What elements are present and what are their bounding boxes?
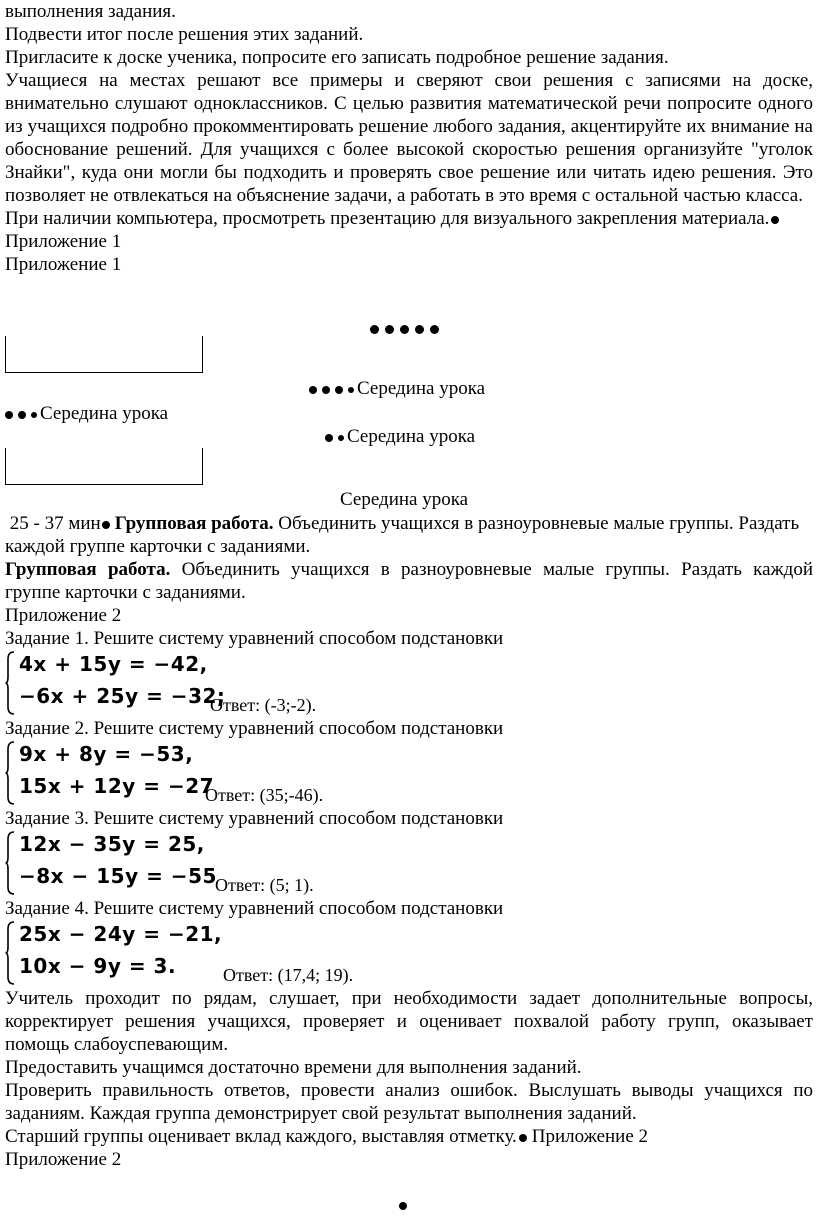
task-label: Задание 4. Решите систему уравнений способом подстановки [5, 898, 504, 919]
group-title: Групповая работа. [114, 513, 274, 534]
bullet-icon [325, 434, 333, 442]
bullet-icon [335, 386, 343, 394]
empty-box [5, 448, 203, 485]
equation: 25x − 24y = −21, [19, 922, 223, 946]
task-label: Задание 1. Решите систему уравнений способом подстановки [5, 628, 504, 649]
equation: 12x − 35y = 25, [19, 832, 205, 856]
answer: Ответ: (35;-46). [205, 785, 324, 805]
equation: 15x + 12y = −27 [19, 774, 215, 798]
group-paragraph [5, 558, 813, 604]
brace-icon [5, 831, 15, 895]
paragraph: Учитель проходит по рядам, слушает, при необходимости задает дополнительные вопросы, корректирует решения учащихся, проверяет и оценивает похвалой работу групп, оказывает помощь слабоуспевающим. [5, 988, 813, 1055]
equation: 4x + 15y = −42, [19, 652, 208, 676]
bullet-icon [102, 521, 110, 529]
answer: Ответ: (5; 1). [215, 875, 314, 895]
equation-system [5, 651, 813, 717]
paragraph: Учащиеся на местах решают все примеры и сверяют свои решения с записями на доске, внимательно слушают одноклассников. С целью развития математической речи попросите одного из учащихся подробно прокомментировать решение любого задания, акцентируйте их внимание на обоснование решений. Для учащихся с более высокой скоростью решения организуйте "уголок Знайки", куда они могли бы подходить и проверять свое решение или читать идею решения. Это позволяет не отвлекаться на объяснение задачи, а работать в это время с остальной частью класса. [5, 70, 813, 206]
appendix-link[interactable]: Приложение 2 [531, 1126, 649, 1147]
time-label: 25 - 37 мин [9, 513, 101, 534]
group-title: Групповая работа. [5, 559, 171, 580]
bullet-icon [399, 1202, 407, 1210]
paragraph: Проверить правильность ответов, провести анализ ошибок. Выслушать выводы учащихся по заданиям. Каждая группа демонстрирует свой результат выполнения заданий. [5, 1080, 813, 1124]
computer-text: При наличии компьютера, просмотреть презентацию для визуального закрепления материала. [5, 208, 770, 229]
group-text: Объединить учащихся в разноуровневые малые группы. Раздать каждой группе карточки с заданиями. [5, 513, 800, 557]
section-label: Середина урока [340, 489, 469, 510]
equation-system [5, 741, 813, 807]
bullet-icon [385, 325, 394, 334]
equation: −8x − 15y = −55 [19, 864, 217, 888]
bullet-icon [348, 387, 354, 393]
section-label: Середина урока [357, 378, 486, 399]
paragraph [5, 1125, 813, 1148]
brace-icon [5, 651, 15, 715]
grading-text: Старший группы оценивает вклад каждого, выставляя отметку. [5, 1126, 517, 1147]
equation: 10x − 9y = 3. [19, 954, 177, 978]
document-page [5, 0, 813, 276]
bullet-icon [430, 325, 439, 334]
answer: Ответ: (-3;-2). [210, 695, 317, 715]
bullet-icon [771, 216, 779, 224]
text-line: Подвести итог после решения этих заданий. [5, 24, 364, 45]
bullet-icon [18, 411, 26, 419]
brace-icon [5, 921, 15, 985]
tasks-section [5, 512, 813, 1171]
mid-label-row [309, 377, 485, 400]
mid-label-row [325, 425, 475, 448]
equation-system [5, 921, 813, 987]
bullet-icon [322, 386, 330, 394]
bullet-icon [338, 435, 344, 441]
dots-row-top [370, 317, 445, 340]
bullet-icon [519, 1134, 527, 1142]
bullet-icon [415, 325, 424, 334]
bullet-icon [370, 325, 379, 334]
answer: Ответ: (17,4; 19). [223, 965, 354, 985]
mid-label-row [5, 402, 168, 425]
empty-box [5, 336, 203, 373]
bullet-icon [309, 386, 317, 394]
equation: 9x + 8y = −53, [19, 742, 194, 766]
appendix-heading: Приложение 2 [5, 1149, 122, 1170]
section-label: Середина урока [40, 403, 169, 424]
dots-row-bottom [399, 1193, 412, 1216]
task-label: Задание 2. Решите систему уравнений способом подстановки [5, 718, 504, 739]
section-label: Середина урока [347, 426, 476, 447]
appendix-heading: Приложение 2 [5, 605, 122, 626]
text-line: выполнения задания. [5, 1, 176, 22]
task-label: Задание 3. Решите систему уравнений способом подстановки [5, 808, 504, 829]
bullet-icon [31, 412, 37, 418]
group-intro [5, 512, 813, 558]
equation: −6x + 25y = −32; [19, 684, 226, 708]
bullet-icon [400, 325, 409, 334]
bullet-icon [5, 411, 13, 419]
equation-system [5, 831, 813, 897]
paragraph [5, 207, 813, 253]
group-text: Объединить учащихся в разноуровневые малые группы. Раздать каждой группе карточки с заданиями. [5, 559, 814, 603]
brace-icon [5, 741, 15, 805]
paragraph: Предоставить учащимся достаточно времени для выполнения заданий. [5, 1057, 582, 1078]
appendix-heading: Приложение 1 [5, 254, 122, 275]
text-line: Пригласите к доске ученика, попросите его записать подробное решение задания. [5, 47, 669, 68]
appendix-link[interactable]: Приложение 1 [5, 231, 122, 252]
